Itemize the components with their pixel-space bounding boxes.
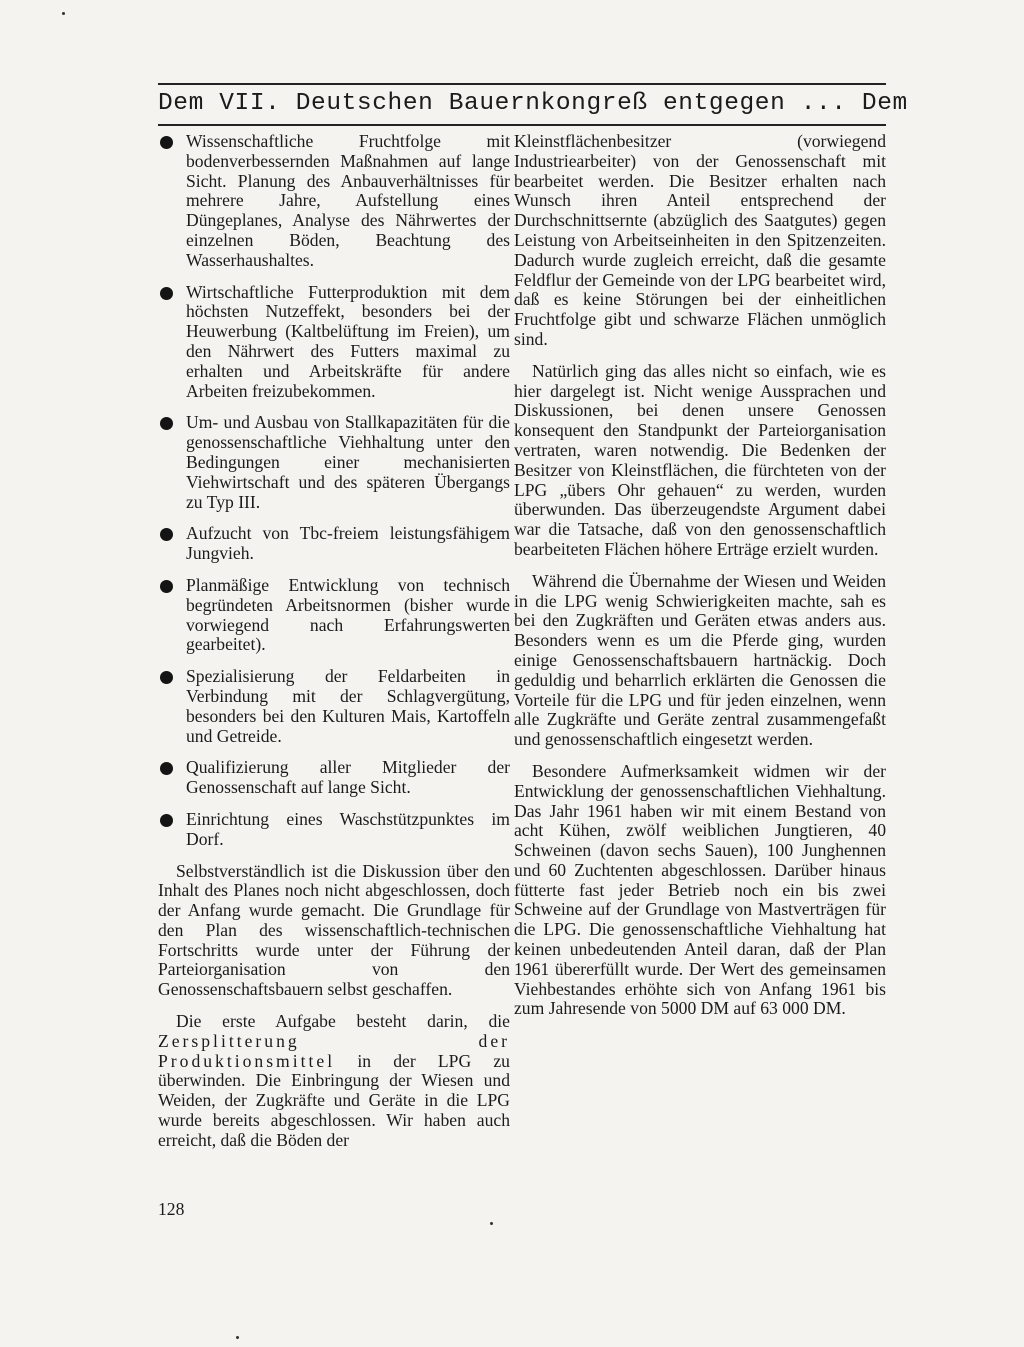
print-speck — [62, 12, 65, 15]
bullet-item: Spezialisierung der Feldarbeiten in Verbindung mit der Schlagvergütung, besonders bei den Kulturen Mais, Kartoffeln und Getreide. — [158, 667, 510, 746]
body-paragraph: Während die Übernahme der Wiesen und Weiden in die LPG wenig Schwierigkeiten machte, sah es bei den Zugkräften und Geräten etwas anders aus. Besonders wenn es um die Pferde ging, wurden einige Genossenschaftsbauern hartnäckig. Doch geduldig und beharrlich erklärten die Genossen die Vorteile für die LPG und für jeden einzelnen, wenn alle Zugkräfte und Geräte zentral zusammengefaßt und genossenschaftlich eingesetzt werden. — [514, 570, 886, 750]
running-head: Dem VII. Deutschen Bauernkongreß entgegen ... Dem — [158, 90, 908, 117]
right-column — [514, 132, 886, 1031]
body-paragraph: Selbstverständlich ist die Diskussion über den Inhalt des Planes noch nicht abgeschlossen, doch der Anfang wurde gemacht. Die Grundlage für den Plan des wissenschaftlich-technischen Fortschritts wurde unter der Führung der Parteiorganisation von den Genossenschaftsbauern selbst geschaffen. — [158, 860, 510, 1000]
paragraph-text: Die erste Aufgabe besteht darin, die — [176, 1011, 510, 1032]
bullet-item: Einrichtung eines Waschstützpunktes im Dorf. — [158, 810, 510, 850]
bullet-item: Wissenschaftliche Fruchtfolge mit bodenverbessernden Maßnahmen auf lange Sicht. Planung des Anbauverhältnisses für mehrere Jahre, Aufstellung eines Düngeplanes, Analyse des Nährwertes der einzelnen Böden, Beachtung des Wasserhaushaltes. — [158, 132, 510, 271]
left-column — [158, 132, 510, 1163]
top-rule — [158, 83, 886, 85]
bullet-item: Qualifizierung aller Mitglieder der Genossenschaft auf lange Sicht. — [158, 758, 510, 798]
print-speck — [236, 1336, 239, 1339]
body-paragraph: Kleinstflächenbesitzer (vorwiegend Industriearbeiter) von der Genossenschaft mit bearbeitet werden. Die Besitzer erhalten nach Wunsch ihren Anteil entsprechend der Durchschnittsernte (abzüglich des Saatgutes) gegen Leistung von Arbeitseinheiten in den Spitzenzeiten. Dadurch wurde zugleich erreicht, daß die gesamte Feldflur der Gemeinde von der LPG bearbeitet wird, daß es keine Störungen bei der einheitlichen Fruchtfolge gibt und schwarze Flächen unmöglich sind. — [514, 131, 886, 349]
paragraph-text: in der LPG zu überwinden. Die Einbringung der Wiesen und Weiden, der Zugkräfte und Geräte in die LPG wurde bereits abgeschlossen. Wir haben auch erreicht, daß die Böden der — [158, 1050, 510, 1150]
page-number: 128 — [158, 1199, 185, 1219]
bullet-list — [158, 132, 510, 850]
bullet-item: Um- und Ausbau von Stallkapazitäten für die genossenschaftliche Viehhaltung unter den Bedingungen einer mechanisierten Viehwirtschaft und des späteren Übergangs zu Typ III. — [158, 413, 510, 512]
bullet-item: Aufzucht von Tbc-freiem leistungsfähigem Jungvieh. — [158, 524, 510, 564]
emphasized-phrase: Zersplitterung der Produktionsmittel — [158, 1030, 510, 1071]
body-paragraph: Natürlich ging das alles nicht so einfach, wie es hier dargelegt ist. Nicht wenige Aussprachen und Diskussionen, bei denen unsere Genossen konsequent den Standpunkt der Parteiorganisation vertraten, waren notwendig. Die Bedenken der Besitzer von Kleinstflächen, die fürchteten von der LPG „übers Ohr gehauen“ zu werden, wurden überwunden. Das überzeugendste Argument dabei war die Tatsache, daß von den genossenschaftlich bearbeiteten Flächen höhere Erträge erzielt wurden. — [514, 360, 886, 559]
bullet-item: Planmäßige Entwicklung von technisch begründeten Arbeitsnormen (bisher wurde vorwiegend nach Erfahrungswerten gearbeitet). — [158, 576, 510, 655]
bullet-item: Wirtschaftliche Futterproduktion mit dem höchsten Nutzeffekt, besonders bei der Heuwerbung (Kaltbelüftung im Freien), um den Nährwert des Futters maximal zu erhalten und Arbeitskräfte für andere Arbeiten freizubekommen. — [158, 283, 510, 402]
head-rule — [158, 124, 886, 126]
body-paragraph: Besondere Aufmerksamkeit widmen wir der Entwicklung der genossenschaftlichen Viehhaltung. Das Jahr 1961 haben wir mit einem Bestand von acht Kühen, zwölf weiblichen Jungtieren, 40 Schweinen (davon sechs Sauen), 100 Junghennen und 60 Zuchtenten abgeschlossen. Darüber hinaus fütterte fast jeder Betrieb noch ein bis zwei Schweine auf der Grundlage von Mastverträgen für die LPG. Die genossenschaftliche Viehhaltung hat keinen unbedeutenden Anteil daran, daß der Plan 1961 übererfüllt wurde. Der Wert des gemeinsamen Viehbestandes erhöhte sich von Anfang 1961 bis zum Jahresende von 5000 DM auf 63 000 DM. — [514, 760, 886, 1019]
body-paragraph — [158, 1012, 510, 1151]
print-speck — [490, 1222, 493, 1225]
